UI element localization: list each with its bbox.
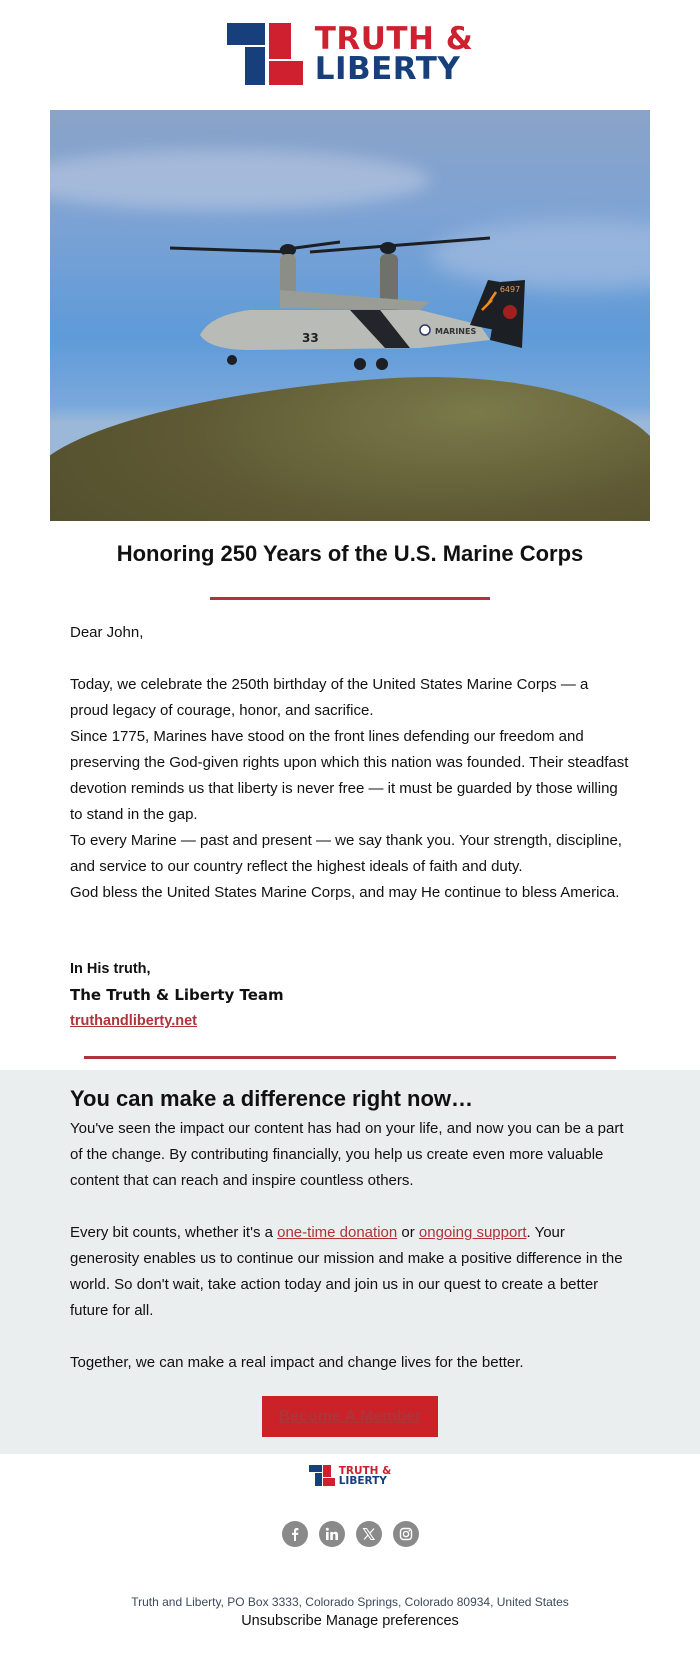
paragraph: Since 1775, Marines have stood on the front lines defending our freedom and preserving the God-given rights upon which this nation was founded. Their steadfast devotion reminds us that liberty is never free — it must be guarded by those willing to stand in the gap. bbox=[70, 728, 629, 823]
signoff: In His truth, bbox=[70, 961, 151, 977]
team-signature: The Truth & Liberty Team bbox=[70, 986, 284, 1004]
letter-paragraphs bbox=[70, 672, 630, 906]
subscription-links bbox=[0, 1613, 700, 1629]
letter-body bbox=[0, 620, 700, 1034]
manage-preferences-link[interactable]: Manage preferences bbox=[325, 1613, 459, 1629]
svg-text:MARINES: MARINES bbox=[435, 327, 477, 336]
svg-text:33: 33 bbox=[302, 331, 319, 345]
paragraph: To every Marine — past and present — we say thank you. Your strength, discipline, and service to our country reflect the highest ideals of faith and duty. bbox=[70, 832, 622, 875]
donation-section bbox=[0, 1070, 700, 1454]
mailing-address: Truth and Liberty, PO Box 3333, Colorado Springs, Colorado 80934, United States bbox=[131, 1595, 569, 1609]
osprey-aircraft-illustration bbox=[170, 230, 530, 380]
email-header bbox=[0, 0, 700, 108]
facebook-icon[interactable] bbox=[282, 1521, 308, 1547]
section-divider bbox=[84, 1056, 616, 1059]
logo-mark-icon bbox=[309, 1465, 335, 1486]
paragraph: God bless the United States Marine Corps, and may He continue to bless America. bbox=[70, 884, 620, 901]
paragraph: Today, we celebrate the 250th birthday of the United States Marine Corps — a proud legacy of courage, honor, and sacrifice. bbox=[70, 676, 589, 719]
x-twitter-icon[interactable] bbox=[356, 1521, 382, 1547]
article-title: Honoring 250 Years of the U.S. Marine Corps bbox=[116, 541, 584, 566]
text: Every bit counts, whether it's a bbox=[70, 1224, 278, 1241]
email-footer bbox=[0, 1454, 700, 1629]
instagram-icon[interactable] bbox=[393, 1521, 419, 1547]
logo-line-1: TRUTH & bbox=[338, 1464, 392, 1477]
unsubscribe-link[interactable]: Unsubscribe bbox=[241, 1613, 322, 1629]
cta-paragraph-2 bbox=[70, 1220, 630, 1324]
greeting: Dear John, bbox=[70, 624, 144, 641]
one-time-donation-link[interactable]: one-time donation bbox=[277, 1224, 398, 1241]
logo-line-2: LIBERTY bbox=[338, 1474, 387, 1487]
brand-logo[interactable] bbox=[227, 23, 474, 85]
linkedin-icon[interactable] bbox=[319, 1521, 345, 1547]
logo-wordmark bbox=[339, 1466, 392, 1486]
cta-paragraph-3: Together, we can make a real impact and change lives for the better. bbox=[70, 1354, 524, 1371]
text: or bbox=[397, 1224, 419, 1241]
logo-mark-icon bbox=[227, 23, 303, 85]
website-link[interactable]: truthandliberty.net bbox=[70, 1013, 198, 1029]
text: . Your generosity enables us to continue our mission and make a positive difference in the world. So don't wait, take action today and join us in our quest to create a better future for all. bbox=[70, 1224, 623, 1319]
logo-line-2: LIBERTY bbox=[314, 51, 461, 87]
hillside bbox=[50, 359, 650, 521]
hero-image bbox=[50, 110, 650, 521]
cta-heading: You can make a difference right now… bbox=[70, 1086, 474, 1111]
svg-text:6497: 6497 bbox=[499, 285, 521, 294]
cta-paragraph-1: You've seen the impact our content has had on your life, and now you can be a part of the change. By contributing financially, you help us create even more valuable content that can reach and inspire countless others. bbox=[70, 1120, 624, 1189]
ongoing-support-link[interactable]: ongoing support bbox=[418, 1224, 527, 1241]
logo-line-1: TRUTH & bbox=[314, 21, 474, 57]
footer-logo[interactable] bbox=[309, 1465, 392, 1486]
title-divider bbox=[210, 597, 490, 600]
logo-wordmark bbox=[314, 21, 474, 87]
become-member-button[interactable]: Become A Member bbox=[262, 1396, 439, 1437]
social-links bbox=[0, 1521, 700, 1547]
